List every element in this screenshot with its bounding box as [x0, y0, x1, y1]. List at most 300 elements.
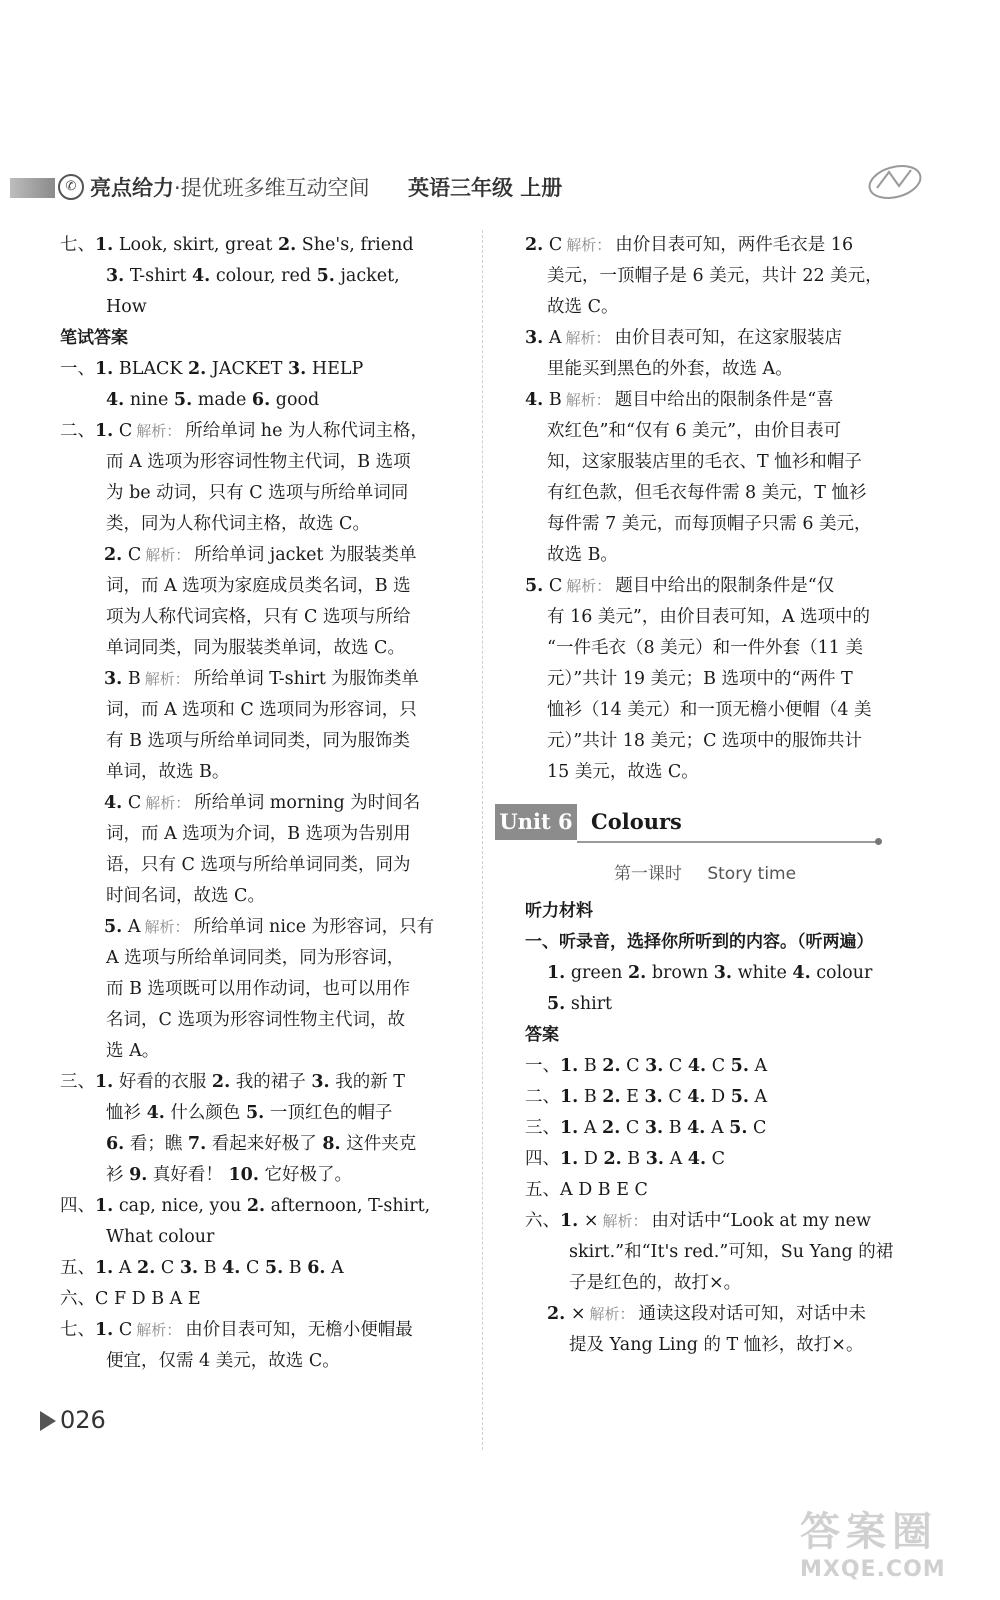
- text-line: [525, 1082, 885, 1113]
- line-text: made: [192, 390, 252, 410]
- item-number: 3.: [644, 1087, 663, 1107]
- line-text: 类，同为人称代词主格，故选 C。: [106, 514, 370, 534]
- line-text: afternoon, T-shirt,: [265, 1196, 431, 1216]
- item-number: 8.: [322, 1134, 341, 1154]
- line-text: 二、: [60, 421, 95, 441]
- line-text: 词，而 A 选项为介词，B 选项为告别用: [106, 824, 411, 844]
- line-text: 15 美元，故选 C。: [547, 762, 699, 782]
- left-column: [60, 230, 460, 1377]
- line-text: white: [732, 963, 793, 983]
- text-line: [525, 354, 885, 385]
- line-text: 我的新 T: [329, 1072, 405, 1092]
- item-number: 1.: [560, 1211, 579, 1231]
- item-number: 2.: [547, 1304, 566, 1324]
- item-number: 3.: [287, 359, 307, 379]
- line-text: BLACK: [113, 359, 188, 379]
- item-number: 2.: [104, 545, 123, 565]
- right-column-top: [525, 230, 885, 788]
- analysis-label: 解析：: [566, 577, 612, 595]
- item-number: 1.: [560, 1118, 579, 1138]
- line-text: C: [543, 235, 563, 255]
- line-text: C: [662, 1087, 688, 1107]
- text-line: [60, 1253, 460, 1284]
- text-line: [60, 323, 460, 354]
- item-number: 4.: [525, 390, 544, 410]
- line-text: D: [705, 1087, 731, 1107]
- header-bar-decoration: [10, 178, 55, 198]
- item-number: 1.: [95, 1072, 114, 1092]
- line-text: nine: [124, 390, 174, 410]
- text-line: [60, 261, 460, 292]
- line-text: 六、C F D B A E: [60, 1289, 201, 1309]
- line-text: A: [113, 1258, 138, 1278]
- item-number: 1.: [547, 963, 566, 983]
- line-text: 看起来好极了: [206, 1134, 323, 1154]
- item-number: 6.: [307, 1258, 326, 1278]
- analysis-label: 解析：: [566, 236, 612, 254]
- lesson-title: [525, 856, 885, 892]
- item-number: 2.: [211, 1072, 231, 1092]
- item-number: 3.: [311, 1072, 330, 1092]
- text-line: [525, 757, 885, 788]
- item-number: 2.: [277, 235, 297, 255]
- page-number-text: 026: [60, 1406, 106, 1434]
- line-text: 二、: [525, 1087, 560, 1107]
- line-text: 好看的衣服: [113, 1072, 212, 1092]
- line-text: 什么颜色: [164, 1103, 246, 1123]
- item-number: 6.: [251, 390, 271, 410]
- line-text: 五、: [60, 1258, 95, 1278]
- line-text: 由价目表可知，两件毛衣是 16: [615, 235, 854, 255]
- text-line: [525, 571, 885, 602]
- item-number: 7.: [187, 1134, 207, 1154]
- line-text: 故选 C。: [547, 297, 619, 317]
- line-text: A: [664, 1149, 688, 1169]
- text-line: [525, 1206, 885, 1237]
- line-text: 欢红色”和“仅有 6 美元”，由价目表可: [547, 421, 842, 441]
- line-text: 里能买到黑色的外套，故选 A。: [547, 359, 793, 379]
- line-text: A: [748, 1087, 768, 1107]
- line-text: C: [122, 545, 142, 565]
- column-divider: [482, 230, 483, 1450]
- line-text: A: [122, 917, 141, 937]
- line-text: colour: [810, 963, 873, 983]
- text-line: [60, 478, 460, 509]
- text-line: [60, 850, 460, 881]
- item-number: 1.: [560, 1149, 579, 1169]
- item-number: 1.: [95, 1258, 114, 1278]
- line-text: 时间名词，故选 C。: [106, 886, 265, 906]
- analysis-label: 解析：: [602, 1212, 648, 1230]
- text-line: [525, 1144, 885, 1175]
- analysis-label: 解析：: [589, 1305, 635, 1323]
- text-line: [60, 1036, 460, 1067]
- text-line: [60, 1346, 460, 1377]
- line-text: C: [240, 1258, 265, 1278]
- line-text: A: [748, 1056, 768, 1076]
- analysis-label: 解析：: [136, 1321, 182, 1339]
- line-text: C: [155, 1258, 180, 1278]
- line-text: C: [663, 1056, 688, 1076]
- text-line: [60, 695, 460, 726]
- line-text: 有 16 美元”，由价目表可知，A 选项中的: [547, 607, 871, 627]
- brand-rest: ·提优班多维互动空间: [174, 176, 370, 200]
- line-text: 我的裙子: [230, 1072, 312, 1092]
- item-number: 6.: [106, 1134, 125, 1154]
- text-line: [60, 912, 460, 943]
- item-number: 5.: [173, 390, 193, 410]
- brand-bold: 亮点给力: [90, 176, 174, 200]
- line-text: 便宜，仅需 4 美元，故选 C。: [106, 1351, 340, 1371]
- text-line: [60, 1160, 460, 1191]
- line-text: 三、: [525, 1118, 560, 1138]
- item-number: 5.: [525, 576, 544, 596]
- text-line: [60, 1284, 460, 1315]
- item-number: 1.: [95, 1320, 114, 1340]
- text-line: [60, 1129, 460, 1160]
- line-text: shirt: [565, 994, 613, 1014]
- text-line: [525, 385, 885, 416]
- item-number: 2.: [602, 1118, 621, 1138]
- line-text: 七、: [60, 235, 95, 255]
- phone-icon: ✆: [58, 174, 84, 200]
- line-text: 故选 B。: [547, 545, 618, 565]
- text-line: [525, 416, 885, 447]
- text-line: [525, 540, 885, 571]
- text-line: [60, 571, 460, 602]
- line-text: 五、A D B E C: [525, 1180, 648, 1200]
- line-text: B: [198, 1258, 223, 1278]
- line-text: C: [620, 1056, 646, 1076]
- item-number: 4.: [792, 963, 811, 983]
- unit-rule: [577, 841, 877, 843]
- line-text: good: [270, 390, 320, 410]
- item-number: 5.: [264, 1258, 284, 1278]
- line-text: 七、: [60, 1320, 95, 1340]
- text-line: [525, 478, 885, 509]
- item-number: 9.: [129, 1165, 148, 1185]
- text-line: [60, 788, 460, 819]
- text-line: [60, 354, 460, 385]
- item-number: 2.: [137, 1258, 156, 1278]
- text-line: [60, 974, 460, 1005]
- line-text: A: [578, 1118, 603, 1138]
- item-number: 3.: [104, 669, 123, 689]
- item-number: 5.: [730, 1087, 749, 1107]
- line-text: 所给单词 he 为人称代词主格，: [185, 421, 429, 441]
- line-text: 一、: [525, 1056, 560, 1076]
- line-text: skirt.”和“It's red.”可知，Su Yang 的裙: [569, 1242, 894, 1262]
- line-text: green: [565, 963, 628, 983]
- line-text: 六、: [525, 1211, 560, 1231]
- text-line: [60, 881, 460, 912]
- text-line: [525, 927, 885, 958]
- line-text: C: [747, 1118, 767, 1138]
- line-text: 元）”共计 19 美元；B 选项中的“两件 T: [547, 669, 853, 689]
- item-number: 1.: [95, 421, 114, 441]
- line-text: JACKET: [206, 359, 288, 379]
- item-number: 3.: [713, 963, 733, 983]
- item-number: 4.: [687, 1056, 707, 1076]
- book-logo-icon: [865, 160, 925, 200]
- item-number: 4.: [687, 1118, 706, 1138]
- line-text: 由对话中“Look at my new: [651, 1211, 872, 1231]
- text-line: [60, 416, 460, 447]
- item-number: 1.: [560, 1056, 579, 1076]
- text-line: [60, 292, 460, 323]
- item-number: 笔试答案: [60, 328, 128, 348]
- text-line: [60, 633, 460, 664]
- lesson-en: Story time: [707, 864, 797, 884]
- line-text: 项为人称代词宾格，只有 C 选项与所给: [106, 607, 411, 627]
- watermark-line2: MXQE.COM: [800, 1557, 946, 1582]
- line-text: 题目中给出的限制条件是“仅: [615, 576, 835, 596]
- item-number: 4.: [146, 1103, 165, 1123]
- line-text: 恤衫: [106, 1103, 147, 1123]
- text-line: [60, 1315, 460, 1346]
- line-text: 恤衫（14 美元）和一顶无檐小便帽（4 美: [547, 700, 872, 720]
- text-line: [525, 447, 885, 478]
- line-text: ×: [565, 1304, 586, 1324]
- line-text: How: [106, 297, 147, 317]
- text-line: [525, 323, 885, 354]
- watermark-line1: 答案圈: [800, 1509, 938, 1555]
- line-text: 通读这段对话可知，对话中未: [638, 1304, 867, 1324]
- analysis-label: 解析：: [565, 329, 611, 347]
- line-text: T-shirt: [124, 266, 192, 286]
- text-line: [525, 1113, 885, 1144]
- item-number: 2.: [602, 1056, 621, 1076]
- line-text: 衫: [106, 1165, 130, 1185]
- text-line: [60, 1098, 460, 1129]
- line-text: 有红色款，但毛衣每件需 8 美元，T 恤衫: [547, 483, 867, 503]
- line-text: C: [122, 793, 142, 813]
- item-number: 2.: [603, 1149, 622, 1169]
- line-text: brown: [646, 963, 714, 983]
- line-text: “一件毛衣（8 美元）和一件外套（11 美: [547, 638, 863, 658]
- text-line: [525, 1051, 885, 1082]
- line-text: 名词，C 选项为形容词性物主代词，故: [106, 1010, 405, 1030]
- line-text: E: [620, 1087, 645, 1107]
- line-text: 所给单词 morning 为时间名: [194, 793, 421, 813]
- line-text: B: [283, 1258, 308, 1278]
- line-text: 元）”共计 18 美元；C 选项中的服饰共计: [547, 731, 863, 751]
- text-line: [60, 726, 460, 757]
- item-number: 2.: [627, 963, 647, 983]
- item-number: 5.: [316, 266, 335, 286]
- item-number: 5.: [246, 1103, 265, 1123]
- line-text: 而 A 选项为形容词性物主代词，B 选项: [106, 452, 411, 472]
- line-text: She's, friend: [296, 235, 414, 255]
- line-text: What colour: [106, 1227, 215, 1247]
- line-text: B: [663, 1118, 688, 1138]
- text-line: [60, 1005, 460, 1036]
- text-line: [525, 1237, 894, 1268]
- line-text: A: [543, 328, 562, 348]
- item-number: 4.: [222, 1258, 241, 1278]
- analysis-label: 解析：: [144, 918, 190, 936]
- item-number: 4.: [191, 266, 211, 286]
- text-line: [60, 1191, 460, 1222]
- page-header: [10, 160, 960, 210]
- line-text: 这件夹克: [340, 1134, 417, 1154]
- text-line: [525, 1268, 885, 1299]
- line-text: 有 B 选项与所给单词同类，同为服饰类: [106, 731, 410, 751]
- line-text: ×: [578, 1211, 599, 1231]
- text-line: [525, 664, 885, 695]
- item-number: 2.: [525, 235, 544, 255]
- item-number: 3.: [106, 266, 125, 286]
- line-text: Look, skirt, great: [113, 235, 278, 255]
- line-text: 为 be 动词，只有 C 选项与所给单词同: [106, 483, 409, 503]
- page-arrow-icon: [40, 1411, 56, 1431]
- text-line: [60, 509, 460, 540]
- line-text: C: [620, 1118, 645, 1138]
- line-text: B: [122, 669, 141, 689]
- item-number: 1.: [95, 235, 114, 255]
- text-line: [60, 757, 460, 788]
- item-number: 一、听录音，选择你所听到的内容。（听两遍）: [525, 932, 874, 952]
- item-number: 3.: [525, 328, 544, 348]
- page-number: [40, 1402, 106, 1438]
- analysis-label: 解析：: [145, 794, 191, 812]
- item-number: 5.: [547, 994, 566, 1014]
- line-text: 题目中给出的限制条件是“喜: [614, 390, 834, 410]
- line-text: C: [706, 1149, 725, 1169]
- item-number: 5.: [104, 917, 123, 937]
- item-number: 4.: [687, 1149, 707, 1169]
- item-number: 3.: [179, 1258, 199, 1278]
- text-line: [60, 1067, 460, 1098]
- text-line: [525, 1175, 885, 1206]
- item-number: 2.: [246, 1196, 266, 1216]
- line-text: 单词同类，同为服装类单词，故选 C。: [106, 638, 405, 658]
- analysis-label: 解析：: [565, 391, 611, 409]
- line-text: B: [621, 1149, 646, 1169]
- line-text: 子是红色的，故打×。: [569, 1273, 742, 1293]
- text-line: [525, 896, 885, 927]
- line-text: D: [578, 1149, 604, 1169]
- item-number: 1.: [95, 359, 114, 379]
- line-text: 所给单词 jacket 为服装类单: [194, 545, 417, 565]
- line-text: colour, red: [210, 266, 317, 286]
- line-text: 一、: [60, 359, 95, 379]
- line-text: HELP: [306, 359, 364, 379]
- item-number: 2.: [188, 359, 207, 379]
- text-line: [60, 819, 460, 850]
- text-line: [60, 540, 460, 571]
- line-text: 每件需 7 美元，而每顶帽子只需 6 美元，: [547, 514, 872, 534]
- text-line: [525, 695, 885, 726]
- unit-rule-dot: [875, 838, 882, 845]
- line-text: B: [578, 1087, 603, 1107]
- line-text: A: [705, 1118, 730, 1138]
- subject-title: 英语三年级 上册: [408, 176, 563, 200]
- item-number: 3.: [645, 1056, 664, 1076]
- item-number: 3.: [645, 1149, 664, 1169]
- line-text: 美元，一顶帽子是 6 美元，共计 22 美元，: [547, 266, 883, 286]
- line-text: B: [578, 1056, 603, 1076]
- item-number: 答案: [525, 1025, 559, 1045]
- item-number: 4.: [104, 793, 123, 813]
- unit-banner: [495, 804, 885, 844]
- text-line: [60, 602, 460, 633]
- item-number: 4.: [687, 1087, 706, 1107]
- line-text: A: [325, 1258, 344, 1278]
- line-text: jacket,: [334, 266, 400, 286]
- text-line: [60, 230, 460, 261]
- text-line: [525, 989, 885, 1020]
- line-text: A 选项与所给单词同类，同为形容词，: [106, 948, 405, 968]
- text-line: [525, 292, 885, 323]
- text-line: [525, 230, 885, 261]
- line-text: 选 A。: [106, 1041, 160, 1061]
- line-text: 四、: [60, 1196, 95, 1216]
- text-line: [525, 633, 885, 664]
- line-text: 看；瞧: [124, 1134, 188, 1154]
- line-text: 语，只有 C 选项与所给单词同类，同为: [106, 855, 411, 875]
- line-text: C: [543, 576, 563, 596]
- line-text: 所给单词 T-shirt 为服饰类单: [193, 669, 419, 689]
- item-number: 听力材料: [525, 901, 593, 921]
- line-text: 所给单词 nice 为形容词，只有: [193, 917, 435, 937]
- text-line: [60, 385, 460, 416]
- line-text: 三、: [60, 1072, 95, 1092]
- unit-title: Colours: [591, 809, 682, 834]
- text-line: [525, 261, 885, 292]
- text-line: [60, 447, 460, 478]
- analysis-label: 解析：: [145, 546, 191, 564]
- analysis-label: 解析：: [144, 670, 190, 688]
- line-text: 四、: [525, 1149, 560, 1169]
- text-line: [60, 1222, 460, 1253]
- text-line: [525, 1299, 885, 1330]
- item-number: 5.: [729, 1118, 748, 1138]
- item-number: 2.: [602, 1087, 621, 1107]
- text-line: [525, 602, 885, 633]
- item-number: 1.: [560, 1087, 579, 1107]
- line-text: C: [113, 1320, 133, 1340]
- text-line: [525, 726, 885, 757]
- line-text: 一顶红色的帽子: [264, 1103, 393, 1123]
- text-line: [525, 958, 885, 989]
- line-text: 单词，故选 B。: [106, 762, 230, 782]
- item-number: 4.: [106, 390, 125, 410]
- lesson-cn: 第一课时: [613, 864, 682, 884]
- text-line: [525, 509, 885, 540]
- unit-tag: Unit 6: [495, 804, 577, 840]
- right-column: [499, 230, 894, 1361]
- item-number: 1.: [95, 1196, 114, 1216]
- text-line: [525, 1330, 885, 1361]
- text-line: [60, 664, 460, 695]
- line-text: 真好看！: [147, 1165, 229, 1185]
- line-text: 提及 Yang Ling 的 T 恤衫，故打×。: [569, 1335, 864, 1355]
- line-text: 词，而 A 选项和 C 选项同为形容词，只: [106, 700, 417, 720]
- watermark: [800, 1500, 990, 1595]
- analysis-label: 解析：: [136, 422, 182, 440]
- line-text: 词，而 A 选项为家庭成员类名词，B 选: [106, 576, 411, 596]
- brand-title: [90, 172, 370, 202]
- line-text: 它好极了。: [258, 1165, 353, 1185]
- item-number: 3.: [644, 1118, 664, 1138]
- line-text: 知，这家服装店里的毛衣、T 恤衫和帽子: [547, 452, 862, 472]
- line-text: 由价目表可知，在这家服装店: [614, 328, 842, 348]
- line-text: 而 B 选项既可以用作动词，也可以用作: [106, 979, 410, 999]
- right-column-bottom: [525, 896, 894, 1361]
- text-line: [525, 1020, 885, 1051]
- line-text: C: [113, 421, 133, 441]
